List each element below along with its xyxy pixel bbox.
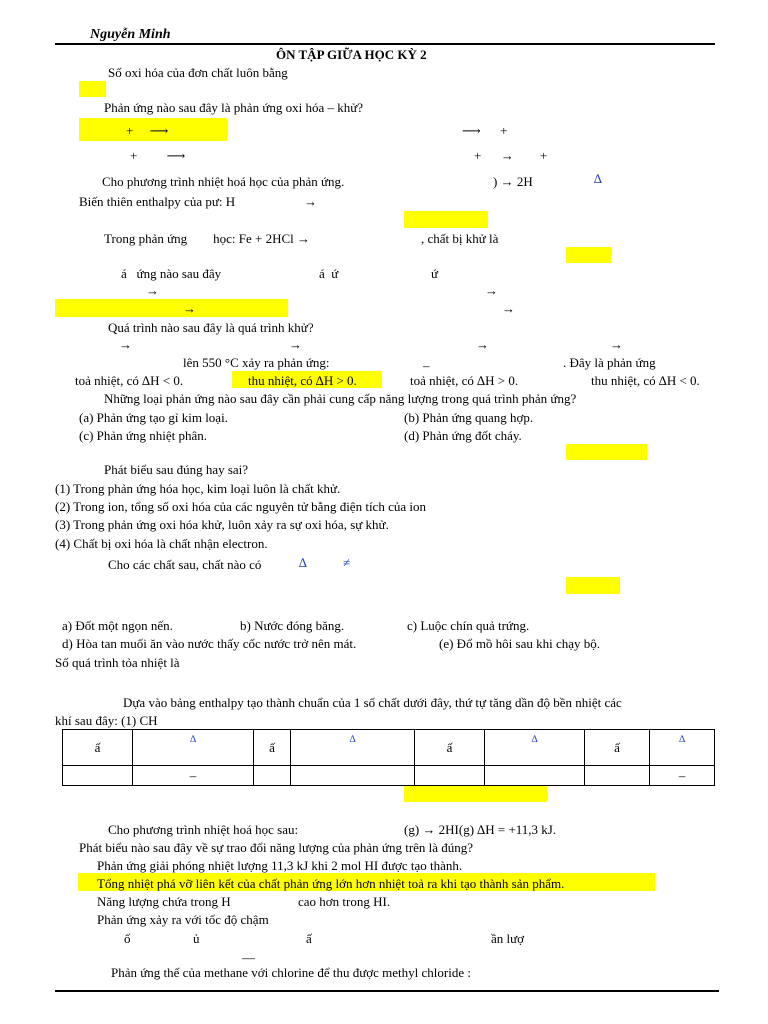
highlight-answer-3	[404, 211, 488, 228]
option-13c: Năng lượng chứa trong H	[97, 894, 231, 909]
process-a: a) Đốt một ngọn nến.	[62, 618, 173, 633]
enthalpy-table	[62, 729, 715, 786]
bottom-rule	[55, 990, 719, 992]
option-2d: + → +	[474, 148, 548, 163]
question-3-enthalpy: Biến thiên enthalpy của pư: H	[79, 194, 236, 209]
table-header-cell: ∆	[485, 730, 585, 766]
arrow-icon: →	[476, 337, 489, 352]
question-4-tail: , chất bị khử là	[421, 231, 499, 246]
question-13-equation: (g) → 2HI(g) ∆H = +11,3 kJ.	[404, 822, 557, 837]
top-rule	[55, 43, 715, 45]
option-8b: (b) Phản ứng quang hợp.	[404, 410, 534, 425]
table-header-cell: ∆	[650, 730, 715, 766]
table-header-cell: ấ	[63, 730, 133, 766]
option-7c: toả nhiệt, có ∆H > 0.	[410, 373, 519, 388]
option-8a: (a) Phản ứng tạo gỉ kim loại.	[79, 410, 228, 425]
question-1: Số oxi hóa của đơn chất luôn bằng	[108, 65, 288, 80]
option-7b: thu nhiệt, có ∆H > 0.	[248, 373, 357, 388]
question-2: Phản ứng nào sau đây là phản ứng oxi hóa – khử?	[104, 100, 364, 115]
table-cell: –	[133, 766, 254, 786]
question-12: Dựa vào bảng enthalpy tạo thành chuẩn của 1 số chất dưới đây, thứ tự tăng dần độ bền nhiệt các	[123, 695, 622, 710]
option-2a: + ⟶	[126, 123, 169, 138]
option-2b: ⟶ +	[462, 123, 508, 138]
statement-2: (2) Trong ion, tổng số oxi hóa của các nguyên tử bằng điện tích của ion	[55, 499, 426, 514]
question-15-mark: —	[242, 950, 255, 965]
highlight-answer-1	[79, 81, 106, 97]
table-header-cell: ∆	[133, 730, 254, 766]
option-8d: (d) Phản ứng đốt cháy.	[404, 428, 522, 443]
question-7-dash: –	[423, 358, 430, 373]
statement-1: (1) Trong phản ứng hóa học, kim loại luôn là chất khử.	[55, 481, 341, 496]
question-12-tail: khí sau đây: (1) CH	[55, 713, 158, 728]
question-7-tail: . Đây là phản ứng	[563, 355, 656, 370]
process-e: (e) Đổ mồ hôi sau khi chạy bộ.	[439, 636, 601, 651]
question-13: Cho phương trình nhiệt hoá học sau:	[108, 822, 299, 837]
question-4: Trong phản ứng học: Fe + 2HCl →	[104, 231, 311, 246]
option-13d: Phản ứng xảy ra với tốc độ chậm	[97, 912, 269, 927]
question-5: á ứng nào sau đây	[121, 266, 222, 281]
process-b: b) Nước đóng băng.	[240, 618, 345, 633]
highlight-answer-5	[55, 299, 288, 317]
question-5-mid: á ứ	[319, 266, 339, 281]
option-2c: + ⟶	[130, 148, 186, 163]
table-header-cell: ∆	[291, 730, 415, 766]
table-cell	[254, 766, 291, 786]
author-name: Nguyễn Minh	[90, 27, 171, 42]
option-7a: toả nhiệt, có ∆H < 0.	[75, 373, 184, 388]
question-3-equation: ) → 2H	[493, 174, 533, 189]
question-14-part: ấ	[306, 931, 312, 946]
table-header-row	[63, 730, 715, 766]
arrow-icon: →	[183, 301, 196, 316]
question-5-end: ứ	[431, 266, 439, 281]
question-3: Cho phương trình nhiệt hoá học của phản ứng.	[102, 174, 345, 189]
highlight-answer-4	[566, 247, 611, 263]
highlight-answer-8	[566, 577, 620, 594]
table-header-cell: ấ	[585, 730, 650, 766]
option-13b: Tổng nhiệt phá vỡ liên kết của chất phản ứng lớn hơn nhiệt toả ra khi tạo thành sản phẩm.	[97, 876, 565, 891]
table-cell	[415, 766, 485, 786]
table-cell	[585, 766, 650, 786]
question-6: Quá trình nào sau đây là quá trình khử?	[108, 320, 314, 335]
page-title: ÔN TẬP GIỮA HỌC KỲ 2	[276, 47, 427, 62]
option-7d: thu nhiệt, có ∆H < 0.	[591, 373, 700, 388]
arrow-icon: →	[502, 301, 515, 316]
question-13-prompt: Phát biểu nào sau đây về sự trao đổi năng lượng của phản ứng trên là đúng?	[79, 840, 474, 855]
statement-3: (3) Trong phản ứng oxi hóa khử, luôn xảy ra sự oxi hóa, sự khử.	[55, 517, 389, 532]
question-9: Phát biểu sau đúng hay sai?	[104, 462, 249, 477]
question-14-part: ần lượ	[491, 931, 525, 946]
not-equal-symbol: ≠	[343, 555, 351, 570]
option-13a: Phản ứng giải phóng nhiệt lượng 11,3 kJ khi 2 mol HI được tạo thành.	[97, 858, 463, 873]
highlight-answer-7	[566, 444, 647, 460]
delta-symbol: ∆	[299, 555, 307, 570]
table-cell	[63, 766, 133, 786]
question-11: Số quá trình tỏa nhiệt là	[55, 655, 180, 670]
arrow-icon: →	[304, 194, 317, 209]
highlight-answer-9	[404, 785, 547, 802]
table-header-cell: ấ	[415, 730, 485, 766]
question-15: Phản ứng thế của methane với chlorine để thu được methyl chloride :	[111, 965, 471, 980]
table-cell	[291, 766, 415, 786]
question-10: Cho các chất sau, chất nào có	[108, 557, 262, 572]
process-c: c) Luộc chín quả trứng.	[407, 618, 530, 633]
question-14-part: ố	[124, 931, 131, 946]
option-13c-tail: cao hơn trong HI.	[298, 894, 391, 909]
arrow-icon: →	[146, 283, 159, 298]
question-8: Những loại phản ứng nào sau đây cần phải cung cấp năng lượng trong quá trình phản ứng?	[104, 391, 577, 406]
arrow-icon: →	[485, 283, 498, 298]
process-d: d) Hòa tan muối ăn vào nước thấy cốc nước trở nên mát.	[62, 636, 357, 651]
arrow-icon: →	[119, 337, 132, 352]
arrow-icon: →	[610, 337, 623, 352]
statement-4: (4) Chất bị oxi hóa là chất nhận electron.	[55, 536, 268, 551]
table-row	[63, 766, 715, 786]
table-header-cell: ấ	[254, 730, 291, 766]
question-14-part: ủ	[193, 931, 200, 946]
table-cell: –	[650, 766, 715, 786]
question-7: lên 550 °C xảy ra phản ứng:	[183, 355, 330, 370]
arrow-icon: →	[289, 337, 302, 352]
delta-symbol: ∆	[594, 171, 602, 186]
option-8c: (c) Phản ứng nhiệt phân.	[79, 428, 207, 443]
table-cell	[485, 766, 585, 786]
